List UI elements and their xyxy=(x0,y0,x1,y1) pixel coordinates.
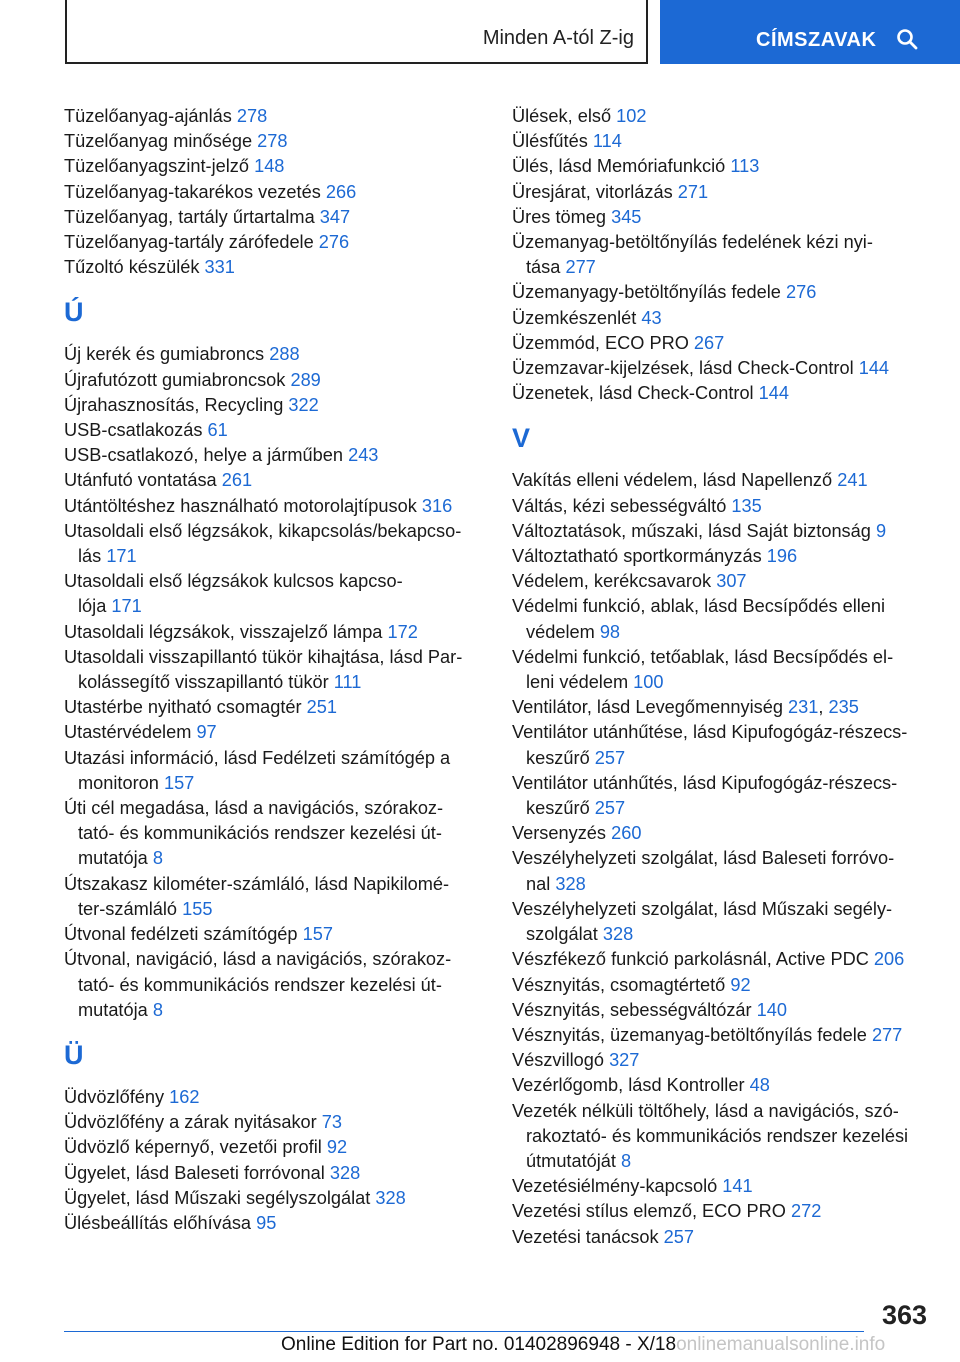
entry-text: Utasoldali visszapillantó tükör kihajtása, lásd Par- xyxy=(64,646,463,667)
index-section-letter: V xyxy=(512,423,531,454)
entry-text: kolássegítő visszapillantó tükör xyxy=(78,672,329,693)
page-link[interactable]: 157 xyxy=(163,772,195,793)
page-link[interactable]: 235 xyxy=(828,697,859,718)
index-entry xyxy=(64,1161,484,1186)
entry-text: Ventilátor utánhűtése, lásd Kipufogógáz-részecs- xyxy=(512,722,908,743)
page-link[interactable]: 172 xyxy=(387,621,418,642)
index-entry xyxy=(512,771,932,821)
index-entry xyxy=(512,331,932,356)
index-entry xyxy=(512,1023,932,1048)
entry-text: Vésznyitás, üzemanyag-betöltőnyílás fedele xyxy=(512,1024,867,1045)
entry-text: Újrahasznosítás, Recycling xyxy=(64,394,284,415)
search-icon[interactable] xyxy=(896,28,918,50)
page-link[interactable]: 276 xyxy=(786,282,817,303)
entry-text: Útvonal fedélzeti számítógép xyxy=(64,924,298,945)
index-entry xyxy=(512,1099,932,1175)
entry-text: Tüzelőanyag-tartály zárófedele xyxy=(64,232,314,253)
entry-text: Üdvözlő képernyő, vezetői profil xyxy=(64,1137,322,1158)
entry-text: Útszakasz kilométer-számláló, lásd Napikilomé- xyxy=(64,873,450,894)
index-entry xyxy=(64,180,484,205)
entry-text: útmutatóját xyxy=(526,1150,616,1171)
page-link[interactable]: 328 xyxy=(329,1162,361,1183)
page-link[interactable]: 276 xyxy=(318,232,350,253)
page-link[interactable]: 347 xyxy=(319,206,351,227)
entry-text: tása xyxy=(526,257,561,278)
entry-text: Ülésfűtés xyxy=(512,131,588,152)
entry-text: Ügyelet, lásd Műszaki segélyszolgálat xyxy=(64,1187,371,1208)
index-entry xyxy=(64,255,484,280)
footer-watermark: onlinemanualsonline.info xyxy=(676,1334,886,1355)
tab-keywords[interactable] xyxy=(660,0,960,64)
page-link[interactable]: 140 xyxy=(756,999,788,1020)
page-link[interactable]: 114 xyxy=(592,131,622,152)
page-number: 363 xyxy=(881,1300,927,1330)
index-entry xyxy=(512,1048,932,1073)
entry-text: Ülések, első xyxy=(512,106,612,126)
page-link[interactable]: 155 xyxy=(182,898,213,919)
page-link[interactable]: 327 xyxy=(609,1050,640,1071)
page-link[interactable]: 345 xyxy=(611,206,642,227)
index-entry xyxy=(512,154,932,179)
page-link[interactable]: 328 xyxy=(602,924,634,945)
page-link[interactable]: 260 xyxy=(611,823,642,844)
index-entry xyxy=(64,947,484,1023)
index-entry xyxy=(64,1085,484,1110)
page-link[interactable]: 8 xyxy=(152,999,163,1020)
page-link[interactable]: 257 xyxy=(663,1226,695,1247)
entry-text: Vezetésiélmény-kapcsoló xyxy=(512,1176,718,1197)
entry-text: Versenyzés xyxy=(512,823,607,844)
index-entry xyxy=(512,998,932,1023)
page-link[interactable]: 9 xyxy=(875,520,887,541)
entry-text: Üzemanyag-betöltőnyílás fedelének kézi nyi- xyxy=(512,232,873,253)
entry-text: Utastérvédelem xyxy=(64,722,192,743)
entry-text: keszűrő xyxy=(526,798,590,819)
index-section-letter: Ú xyxy=(64,297,84,328)
index-column-right xyxy=(512,104,932,1250)
entry-text: Változtatható sportkormányzás xyxy=(512,546,762,567)
index-entry xyxy=(64,922,484,947)
entry-text: Vésznyitás, sebességváltózár xyxy=(512,999,752,1020)
page-link[interactable]: 100 xyxy=(633,672,664,693)
index-entry xyxy=(512,280,932,305)
entry-text: szolgálat xyxy=(526,924,598,945)
page-link[interactable]: 48 xyxy=(749,1075,770,1096)
page-link[interactable]: 196 xyxy=(766,546,798,567)
page-link[interactable]: 288 xyxy=(269,344,300,365)
entry-text: Változtatások, műszaki, lásd Saját biztonság xyxy=(512,520,871,541)
tab-index-label: Minden A-tól Z-ig xyxy=(482,27,634,49)
page-link[interactable]: 157 xyxy=(302,924,333,945)
page-link[interactable]: 241 xyxy=(837,470,868,491)
entry-text: Vezetési tanácsok xyxy=(512,1226,659,1247)
footer-divider xyxy=(64,1331,864,1332)
entry-text: Védelmi funkció, ablak, lásd Becsípődés elleni xyxy=(512,596,886,617)
page-link[interactable]: 92 xyxy=(326,1137,348,1158)
page-link[interactable]: 61 xyxy=(207,420,228,441)
entry-text: Utasoldali légzsákok, visszajelző lámpa xyxy=(64,621,383,642)
page-link[interactable]: 8 xyxy=(621,1150,632,1171)
index-entry xyxy=(64,494,484,519)
entry-text: Vészvillogó xyxy=(512,1050,604,1071)
page-link[interactable]: 316 xyxy=(421,495,453,516)
index-entry xyxy=(64,872,484,922)
index-entry xyxy=(64,796,484,872)
index-entry xyxy=(512,720,932,770)
index-entry xyxy=(512,494,932,519)
index-entry xyxy=(512,821,932,846)
entry-text: Utastérbe nyitható csomagtér xyxy=(64,697,302,718)
index-entry xyxy=(512,306,932,331)
entry-text: Útvonal, navigáció, lásd a navigációs, szórakoz- xyxy=(64,949,452,970)
entry-text: mutatója xyxy=(78,848,148,869)
page-link[interactable]: 328 xyxy=(555,873,586,894)
entry-text: Vészfékező funkció parkolásnál, Active PDC xyxy=(512,949,869,970)
entry-text: Utántöltéshez használható motorolajtípusok xyxy=(64,495,417,516)
page-link[interactable]: 266 xyxy=(325,181,357,202)
index-entry xyxy=(64,393,484,418)
index-entry xyxy=(512,645,932,695)
page-link[interactable]: 102 xyxy=(616,106,647,126)
entry-text: Utasoldali első légzsákok kulcsos kapcso- xyxy=(64,571,403,592)
entry-text: Üzenetek, lásd Check-Control xyxy=(512,383,754,404)
index-column-left xyxy=(64,104,484,1236)
page-link[interactable]: 251 xyxy=(306,697,337,718)
footer xyxy=(281,1334,885,1356)
page-link[interactable]: 111 xyxy=(333,672,362,693)
index-entry xyxy=(64,1211,484,1236)
page-link[interactable]: 206 xyxy=(873,949,905,970)
page-link[interactable]: 271 xyxy=(677,181,709,202)
entry-text: Utánfutó vontatása xyxy=(64,470,217,491)
index-entry xyxy=(512,569,932,594)
entry-text: Vakítás elleni védelem, lásd Napellenző xyxy=(512,470,833,491)
entry-text: Veszélyhelyzeti szolgálat, lásd Műszaki segély- xyxy=(512,898,893,919)
entry-text: Üdvözlőfény xyxy=(64,1086,165,1107)
entry-text: USB-csatlakozó, helye a járműben xyxy=(64,445,344,466)
page-link[interactable]: 257 xyxy=(594,798,626,819)
entry-text: nal xyxy=(526,873,551,894)
index-entry xyxy=(512,1174,932,1199)
index-entry xyxy=(512,1073,932,1098)
page-link[interactable]: 257 xyxy=(594,747,626,768)
entry-text: védelem xyxy=(526,621,595,642)
entry-text: Vezeték nélküli töltőhely, lásd a navigációs, szó- xyxy=(512,1100,899,1121)
page-link[interactable]: 277 xyxy=(871,1024,903,1045)
index-entry xyxy=(64,720,484,745)
entry-text: Üzemmód, ECO PRO xyxy=(512,332,689,353)
index-entry xyxy=(512,947,932,972)
page-link[interactable]: 73 xyxy=(321,1112,343,1133)
entry-text: Utasoldali első légzsákok, kikapcsolás/bekapcso- xyxy=(64,520,462,541)
index-entry xyxy=(512,129,932,154)
page-link[interactable]: 171 xyxy=(111,596,142,617)
index-entry xyxy=(64,1186,484,1211)
entry-text: Üzemzavar-kijelzések, lásd Check-Control xyxy=(512,358,854,379)
page-link[interactable]: 113 xyxy=(730,156,760,177)
index-entry xyxy=(512,1199,932,1224)
index-entry xyxy=(512,468,932,493)
entry-text: Üzemkészenlét xyxy=(512,307,637,328)
entry-text: leni védelem xyxy=(526,672,629,693)
page-link[interactable]: 277 xyxy=(565,257,596,278)
entry-text: lója xyxy=(78,596,107,617)
index-entry xyxy=(512,104,932,129)
index-entry xyxy=(512,381,932,406)
index-entry xyxy=(64,746,484,796)
page-link[interactable]: 278 xyxy=(257,131,288,152)
page-link[interactable]: 322 xyxy=(288,394,319,415)
entry-text: tató- és kommunikációs rendszer kezelési út- xyxy=(78,974,442,995)
entry-text: Ventilátor, lásd Levegőmennyiség xyxy=(512,697,783,718)
entry-text: lás xyxy=(78,546,102,567)
index-entry xyxy=(512,519,932,544)
page-link[interactable]: 98 xyxy=(599,621,621,642)
entry-text: Tüzelőanyag-ajánlás xyxy=(64,106,232,126)
index-entry xyxy=(64,154,484,179)
page-link[interactable]: 272 xyxy=(790,1201,822,1222)
index-entry xyxy=(64,1135,484,1160)
entry-text: Tüzelőanyag minősége xyxy=(64,131,253,152)
index-entry xyxy=(512,356,932,381)
entry-text: Ülésbeállítás előhívása xyxy=(64,1212,252,1233)
entry-text: Ügyelet, lásd Baleseti forróvonal xyxy=(64,1162,325,1183)
page-link[interactable]: 162 xyxy=(169,1086,200,1107)
page-link[interactable]: 331 xyxy=(204,257,235,278)
page-link[interactable]: 144 xyxy=(758,383,790,404)
entry-text: rakoztató- és kommunikációs rendszer kezelési xyxy=(526,1125,909,1146)
entry-text: keszűrő xyxy=(526,747,590,768)
entry-text: Üdvözlőfény a zárak nyitásakor xyxy=(64,1112,317,1133)
tab-keywords-label: CÍMSZAVAK xyxy=(756,29,877,51)
entry-text: Újrafutózott gumiabroncsok xyxy=(64,369,286,390)
entry-text: Tüzelőanyagszint-jelző xyxy=(64,156,250,177)
index-entry xyxy=(512,180,932,205)
page-link[interactable]: 278 xyxy=(236,106,268,126)
page-link[interactable]: 92 xyxy=(730,974,751,995)
entry-text: USB-csatlakozás xyxy=(64,420,203,441)
index-entry xyxy=(512,205,932,230)
entry-text: Veszélyhelyzeti szolgálat, lásd Baleseti forróvo- xyxy=(512,848,895,869)
entry-text: Védelmi funkció, tetőablak, lásd Becsípődés el- xyxy=(512,646,894,667)
page-link[interactable]: 307 xyxy=(716,571,747,592)
index-entry xyxy=(64,569,484,619)
page-link[interactable]: 243 xyxy=(348,445,379,466)
index-entry xyxy=(512,230,932,280)
page-link[interactable]: 97 xyxy=(196,722,217,743)
tab-index-a-z[interactable] xyxy=(65,0,648,64)
index-entry xyxy=(512,973,932,998)
index-entry xyxy=(64,230,484,255)
index-entry xyxy=(64,342,484,367)
entry-text: Üres tömeg xyxy=(512,206,607,227)
page-link[interactable]: 261 xyxy=(221,470,253,491)
entry-text: monitoron xyxy=(78,772,159,793)
page-link[interactable]: 148 xyxy=(254,156,285,177)
index-entry xyxy=(512,594,932,644)
entry-text: mutatója xyxy=(78,999,148,1020)
page-link[interactable]: 231 xyxy=(788,697,819,718)
index-section-letter: Ü xyxy=(64,1039,84,1070)
entry-text: tató- és kommunikációs rendszer kezelési út- xyxy=(78,823,442,844)
entry-text: ter-számláló xyxy=(78,898,178,919)
page-link[interactable]: 267 xyxy=(693,332,725,353)
index-entry xyxy=(64,620,484,645)
entry-text: Védelem, kerékcsavarok xyxy=(512,571,712,592)
entry-text: Tüzelőanyag-takarékos vezetés xyxy=(64,181,321,202)
entry-text: Új kerék és gumiabroncs xyxy=(64,344,265,365)
index-entry xyxy=(64,645,484,695)
page-link[interactable]: 43 xyxy=(641,307,662,328)
index-entry xyxy=(512,897,932,947)
index-entry xyxy=(64,104,484,129)
entry-text: Üresjárat, vitorlázás xyxy=(512,181,673,202)
index-entry xyxy=(64,468,484,493)
index-entry xyxy=(64,519,484,569)
index-entry xyxy=(64,205,484,230)
index-entry xyxy=(64,418,484,443)
entry-text: Ventilátor utánhűtés, lásd Kipufogógáz-részecs- xyxy=(512,772,898,793)
page-link[interactable]: 144 xyxy=(858,358,890,379)
page-link[interactable]: 171 xyxy=(106,546,137,567)
index-entry xyxy=(512,544,932,569)
entry-text: Vezetési stílus elemző, ECO PRO xyxy=(512,1201,786,1222)
page-link[interactable]: 141 xyxy=(722,1176,753,1197)
page-link[interactable]: 289 xyxy=(290,369,321,390)
entry-text: Vezérlőgomb, lásd Kontroller xyxy=(512,1075,745,1096)
index-entry xyxy=(64,368,484,393)
entry-text: Üzemanyagy-betöltőnyílás fedele xyxy=(512,282,781,303)
index-entry xyxy=(512,846,932,896)
footer-edition: Online Edition for Part no. 01402896948 - X/18 xyxy=(281,1334,677,1355)
index-entry xyxy=(64,129,484,154)
index-entry xyxy=(64,695,484,720)
index-entry xyxy=(512,1225,932,1250)
page-link[interactable]: 95 xyxy=(256,1212,277,1233)
entry-text: Váltás, kézi sebességváltó xyxy=(512,495,727,516)
entry-text: Vésznyitás, csomagtértető xyxy=(512,974,726,995)
page-link[interactable]: 8 xyxy=(152,848,163,869)
page-link[interactable]: 135 xyxy=(731,495,762,516)
entry-text: Tűzoltó készülék xyxy=(64,257,200,278)
index-entry xyxy=(64,1110,484,1135)
entry-text: Utazási információ, lásd Fedélzeti számítógép a xyxy=(64,747,451,768)
index-entry xyxy=(64,443,484,468)
entry-text: Úti cél megadása, lásd a navigációs, szórakoz- xyxy=(64,798,444,819)
index-entry: Ventilátor, lásd Levegőmennyiség 231, 235 xyxy=(512,697,859,718)
entry-text: Ülés, lásd Memóriafunkció xyxy=(512,156,726,177)
entry-text: Tüzelőanyag, tartály űrtartalma xyxy=(64,206,315,227)
page-link[interactable]: 328 xyxy=(375,1187,406,1208)
